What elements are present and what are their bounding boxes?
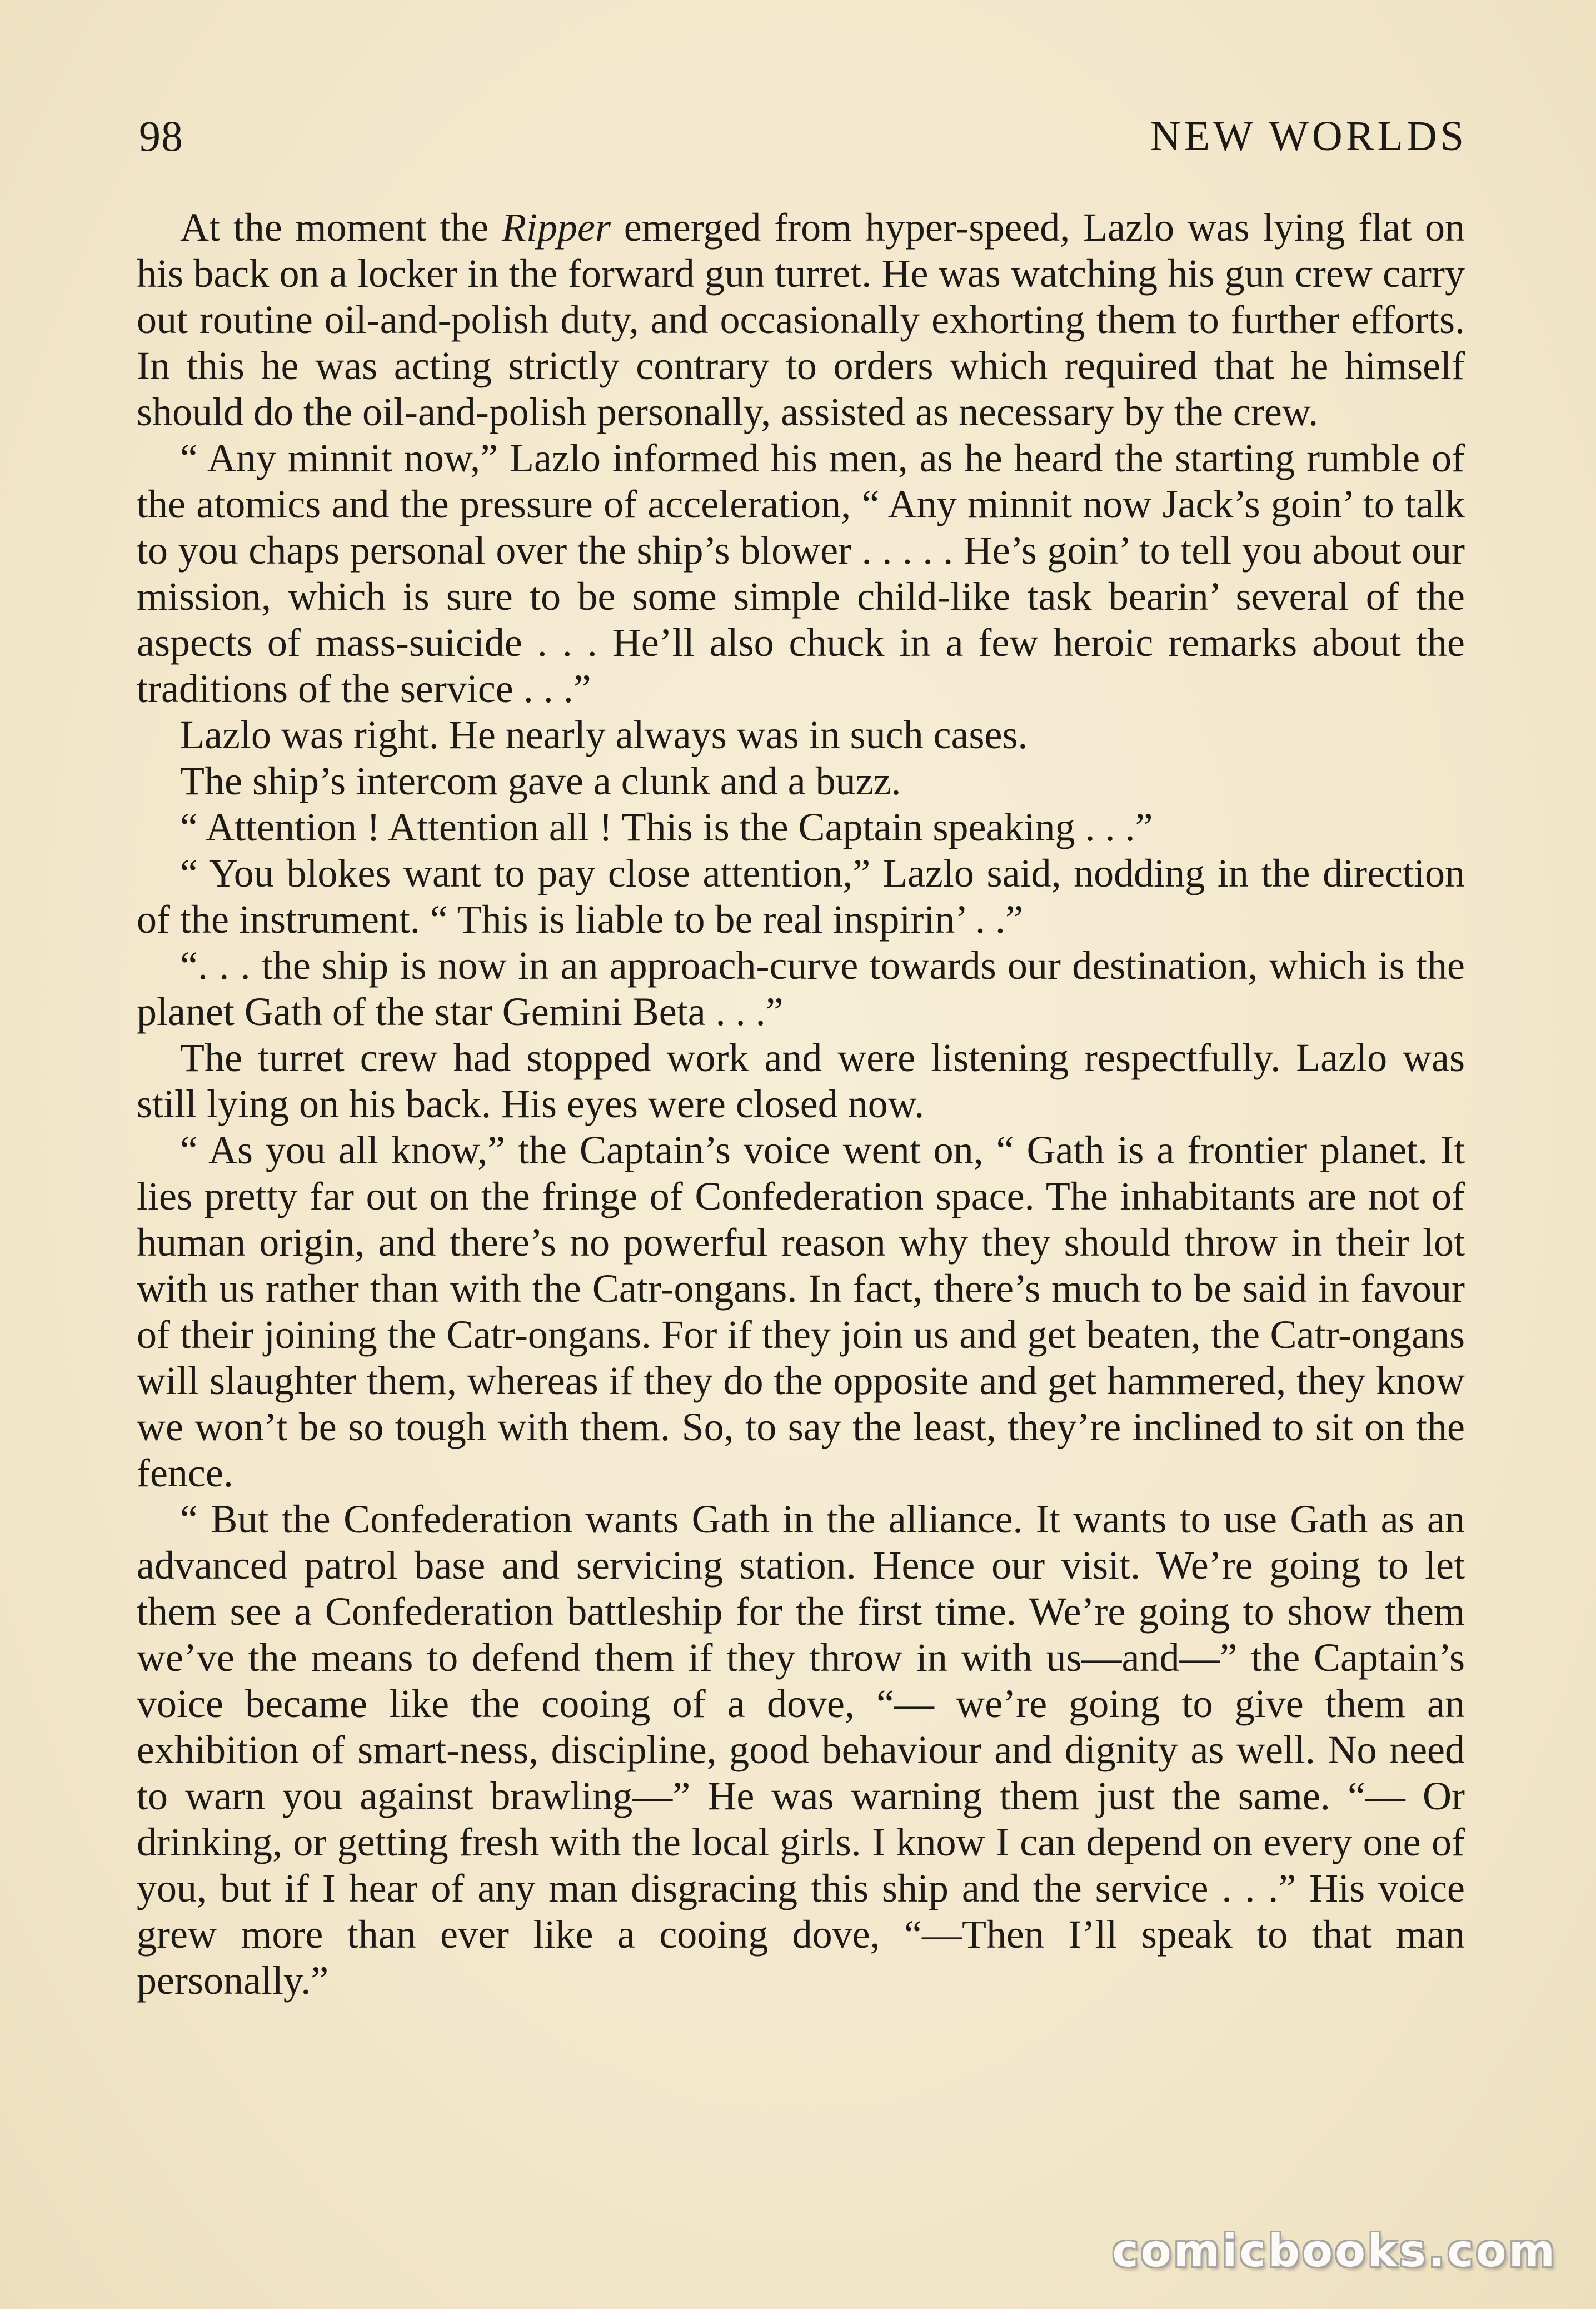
paragraph: “. . . the ship is now in an approach-curve towards our destination, which is the planet Gath of the star Gemini Beta . . .” <box>137 943 1465 1034</box>
ship-name-italic: Ripper <box>502 205 611 250</box>
paragraph: “ But the Confederation wants Gath in the alliance. It wants to use Gath as an advanced patrol base and servicing station. Hence our visit. We’re going to let them see a Confederation battleship for the first time. We’re going to show them we’ve the means to defend them if they throw in with us—and—” the Captain’s voice became like the cooing of a dove, “— we’re going to give them an exhibition of smart-ness, discipline, good behaviour and dignity as well. No need to warn you against brawling—” He was warning them just the same. “— Or drinking, or getting fresh with the local girls. I know I can depend on every one of you, but if I hear of any man disgracing this ship and the service . . .” His voice grew more than ever like a cooing dove, “—Then I’ll speak to that man personally.” <box>137 1497 1465 2003</box>
paragraph: Lazlo was right. He nearly always was in such cases. <box>180 713 1028 757</box>
paragraph: “ You blokes want to pay close attention,” Lazlo said, nodding in the direction of the instrument. “ This is liable to be real inspirin’ . .” <box>137 851 1465 942</box>
page-number: 98 <box>139 112 183 160</box>
paragraph: “ Any minnit now,” Lazlo informed his men, as he heard the starting rumble of the atomics and the pressure of acceleration, “ Any minnit now Jack’s goin’ to talk to you chaps personal over the ship’s blower . . . . . He’s goin’ to tell you about our mission, which is sure to be some simple child-like task bearin’ several of the aspects of mass-suicide . . . He’ll also chuck in a few heroic remarks about the traditions of the service . . .” <box>137 436 1465 711</box>
site-watermark: comicbooks.com <box>1112 2225 1557 2277</box>
paragraph-text-start: At the moment the <box>180 205 502 250</box>
page-header <box>139 106 1467 167</box>
paragraph-text-rest: emerged from hyper-speed, Lazlo was lying flat on his back on a locker in the forward gun turret. He was watching his gun crew carry out routine oil-and-polish duty, and occasionally exhorting them to further efforts. In this he was acting strictly contrary to orders which required that he himself should do the oil-and-polish personally, assisted as necessary by the crew. <box>137 205 1465 434</box>
paragraph <box>137 205 1465 435</box>
paragraph: “ Attention ! Attention all ! This is the Captain speaking . . .” <box>180 805 1153 849</box>
paragraph: “ As you all know,” the Captain’s voice went on, “ Gath is a frontier planet. It lies pretty far out on the fringe of Confederation space. The inhabitants are not of human origin, and there’s no powerful reason why they should throw in their lot with us rather than with the Catr-ongans. In fact, there’s much to be said in favour of their joining the Catr-ongans. For if they join us and get beaten, the Catr-ongans will slaughter them, whereas if they do the opposite and get hammered, they know we won’t be so tough with them. So, to say the least, they’re inclined to sit on the fence. <box>137 1128 1465 1495</box>
paragraph: The ship’s intercom gave a clunk and a buzz. <box>180 759 901 803</box>
story-text <box>137 205 1465 2004</box>
running-head: NEW WORLDS <box>1150 113 1467 160</box>
paragraph: The turret crew had stopped work and were listening respectfully. Lazlo was still lying on his back. His eyes were closed now. <box>137 1036 1465 1126</box>
